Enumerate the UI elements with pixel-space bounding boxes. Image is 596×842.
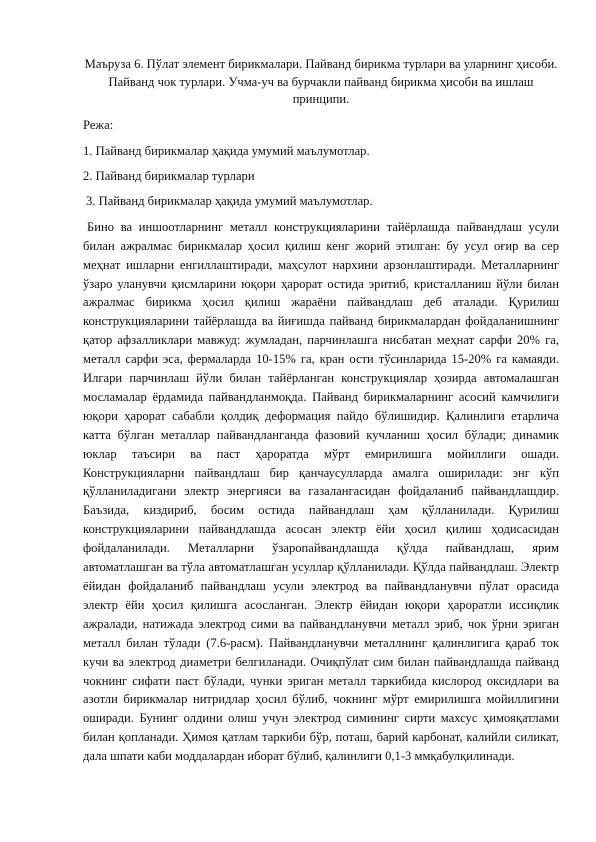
body-paragraph: Бино ва иншоотларнинг металл конструкцияларини тайёрлашда пайвандлаш усули билан ажралмас бирикмалар ҳосил қилиш кенг жорий этилган: бу усул оғир ва сер меҳнат ишларни енгиллаштиради, маҳсулот нархини арзонлаштиради. Металларнинг ўзаро уланувчи қисмларини юқори ҳарорат остида эритиб, кристалланиш йўли билан ажралмас бирикма ҳосил қилиш жараёни пайвандлаш деб аталади. Қурилиш конструкцияларини тайёрлашда ва йиғишда пайванд бирикмалардан фойдаланишнинг қатор афзалликлари мавжуд: жумладан, парчинлашга нисбатан меҳнат сарфи 20% га, металл сарфи эса, фермаларда 10-15% га, кран ости тўсинларида 15-20% га камаяди. Илгари парчинлаш йўли билан тайёрланган конструкциялар ҳозирда автомалашган мосламалар ёрдамида пайвандланмоқда. Пайванд бирикмаларнинг асосий камчилиги юқори ҳарорат сабабли қолдиқ деформация пайдо бўлишидир. Қалинлиги етарлича катта бўлган металлар пайвандланганда фазовий кучланиш ҳосил бўлади; динамик юклар таъсири ва паст ҳароратда мўрт емирилишга мойиллиги ошади. Конструкцияларни пайвандлаш бир қанчаусулларда амалга оширилади: энг кўп қўлланиладигани электр энергияси ва газалангасидан фойдаланиб пайвандлашдир. Баъзида, киздириб, босим остида пайвандлаш ҳам қўлланилади. Қурилиш конструкцияларини пайвандлашда асосан электр ёйи ҳосил қилиш ҳодисасидан фойдаланилади. Металларни ўзаропайвандлашда қўлда пайвандлаш, ярим автоматлашган ва тўла автоматлашган усуллар қўлланилади. Қўлда пайвандлаш. Электр ёйидан фойдаланиб пайвандлаш усули электрод ва пайвандланувчи пўлат орасида электр ёйи ҳосил қилишга асосланган. Электр ёйидан юқори ҳароратли иссиқлик ажралади, натижада электрод сими ва пайвандланувчи металл эриб, чок ўрни эриган металл билан тўлади (7.6-расм). Пайвандланувчи металлнинг қалинлигига қараб ток кучи ва электрод диаметри белгиланади. Очиқпўлат сим билан пайвандлашда пайванд чокнинг сифати паст бўлади, чунки эриган металл таркибида кислород оксидлари ва азотли бирикмалар нитридлар ҳосил бўлиб, чокнинг мўрт емирилишга мойиллигини оширади. Бунинг олдини олиш учун электрод симининг сирти махсус ҳимояқатлами билан қопланади. Ҳимоя қатлам таркиби бўр, поташ, барий карбонат, калийли силикат, дала шпати каби моддалардан иборат бўлиб, қалинлиги 0,1-3 ммқабулқилинади. bbox=[83, 219, 559, 764]
document-page bbox=[83, 56, 559, 766]
plan-item-2: 2. Пайванд бирикмалар турлари bbox=[83, 168, 255, 183]
lecture-title: Маъруза 6. Пўлат элемент бирикмалари. Пайванд бирикма турлари ва уларнинг ҳисоби. Пайванд чок турлари. Учма-уч ва бурчакли пайванд бирикма ҳисоби ва ишлаш принципи. bbox=[84, 57, 558, 107]
section-heading: 3. Пайванд бирикмалар ҳақида умумий маълумотлар. bbox=[86, 193, 373, 208]
plan-item-1: 1. Пайванд бирикмалар ҳақида умумий маълумотлар. bbox=[83, 143, 370, 158]
plan-label: Режа: bbox=[83, 117, 114, 132]
